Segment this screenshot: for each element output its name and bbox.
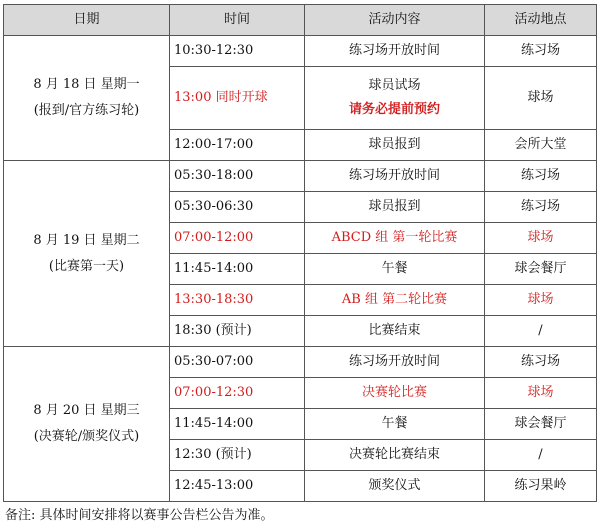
day-subtitle: (决赛轮/颁奖仪式) xyxy=(33,429,140,444)
time-cell: 12:45-13:00 xyxy=(170,471,305,502)
location-cell: 练习果岭 xyxy=(485,471,597,502)
day-cell xyxy=(4,36,170,161)
location-cell: 球场 xyxy=(485,67,597,130)
time-cell: 11:45-14:00 xyxy=(170,254,305,285)
time-cell: 12:30 (预计) xyxy=(170,440,305,471)
location-cell: 球场 xyxy=(485,378,597,409)
activity-cell: 练习场开放时间 xyxy=(305,347,485,378)
activity-note: 请务必提前预约 xyxy=(348,102,440,117)
table-row xyxy=(4,347,597,378)
location-cell: 练习场 xyxy=(485,161,597,192)
day-cell xyxy=(4,347,170,502)
location-cell: 球场 xyxy=(485,223,597,254)
schedule-table xyxy=(3,4,597,502)
activity-cell: 午餐 xyxy=(305,409,485,440)
header-date: 日期 xyxy=(4,5,170,36)
location-cell: / xyxy=(485,316,597,347)
time-cell: 12:00-17:00 xyxy=(170,130,305,161)
activity-cell: 决赛轮比赛结束 xyxy=(305,440,485,471)
time-cell: 05:30-06:30 xyxy=(170,192,305,223)
day-cell xyxy=(4,161,170,347)
header-row xyxy=(4,5,597,36)
time-cell: 18:30 (预计) xyxy=(170,316,305,347)
time-cell: 13:00 同时开球 xyxy=(170,67,305,130)
activity-cell: ABCD 组 第一轮比赛 xyxy=(305,223,485,254)
location-cell: 练习场 xyxy=(485,36,597,67)
day-subtitle: (比赛第一天) xyxy=(48,258,125,274)
activity-cell: 比赛结束 xyxy=(305,316,485,347)
time-cell: 11:45-14:00 xyxy=(170,409,305,440)
time-cell: 05:30-18:00 xyxy=(170,161,305,192)
header-time: 时间 xyxy=(170,5,305,36)
day-date: 8 月 18 日 星期一 xyxy=(33,77,140,92)
activity-cell: 午餐 xyxy=(305,254,485,285)
time-cell: 07:00-12:00 xyxy=(170,223,305,254)
location-cell: 球会餐厅 xyxy=(485,409,597,440)
activity-cell: 练习场开放时间 xyxy=(305,161,485,192)
day-date: 8 月 19 日 星期二 xyxy=(33,232,140,248)
table-row xyxy=(4,161,597,192)
day-subtitle: (报到/官方练习轮) xyxy=(33,103,140,118)
day-date: 8 月 20 日 星期三 xyxy=(33,403,140,418)
activity-cell: 决赛轮比赛 xyxy=(305,378,485,409)
time-cell: 05:30-07:00 xyxy=(170,347,305,378)
location-cell: 练习场 xyxy=(485,347,597,378)
header-location: 活动地点 xyxy=(485,5,597,36)
activity-cell: AB 组 第二轮比赛 xyxy=(305,285,485,316)
time-cell: 13:30-18:30 xyxy=(170,285,305,316)
activity-cell: 球员报到 xyxy=(305,130,485,161)
time-cell: 07:00-12:30 xyxy=(170,378,305,409)
location-cell: 球会餐厅 xyxy=(485,254,597,285)
location-cell: 球场 xyxy=(485,285,597,316)
activity-cell: 颁奖仪式 xyxy=(305,471,485,502)
activity-cell xyxy=(305,67,485,130)
location-cell: 练习场 xyxy=(485,192,597,223)
footnote: 备注: 具体时间安排将以赛事公告栏公告为准。 xyxy=(5,508,274,523)
activity-cell: 球员报到 xyxy=(305,192,485,223)
table-row xyxy=(4,36,597,67)
time-cell: 10:30-12:30 xyxy=(170,36,305,67)
activity-line: 球员试场 xyxy=(368,78,421,93)
activity-cell: 练习场开放时间 xyxy=(305,36,485,67)
header-activity: 活动内容 xyxy=(305,5,485,36)
location-cell: / xyxy=(485,440,597,471)
location-cell: 会所大堂 xyxy=(485,130,597,161)
